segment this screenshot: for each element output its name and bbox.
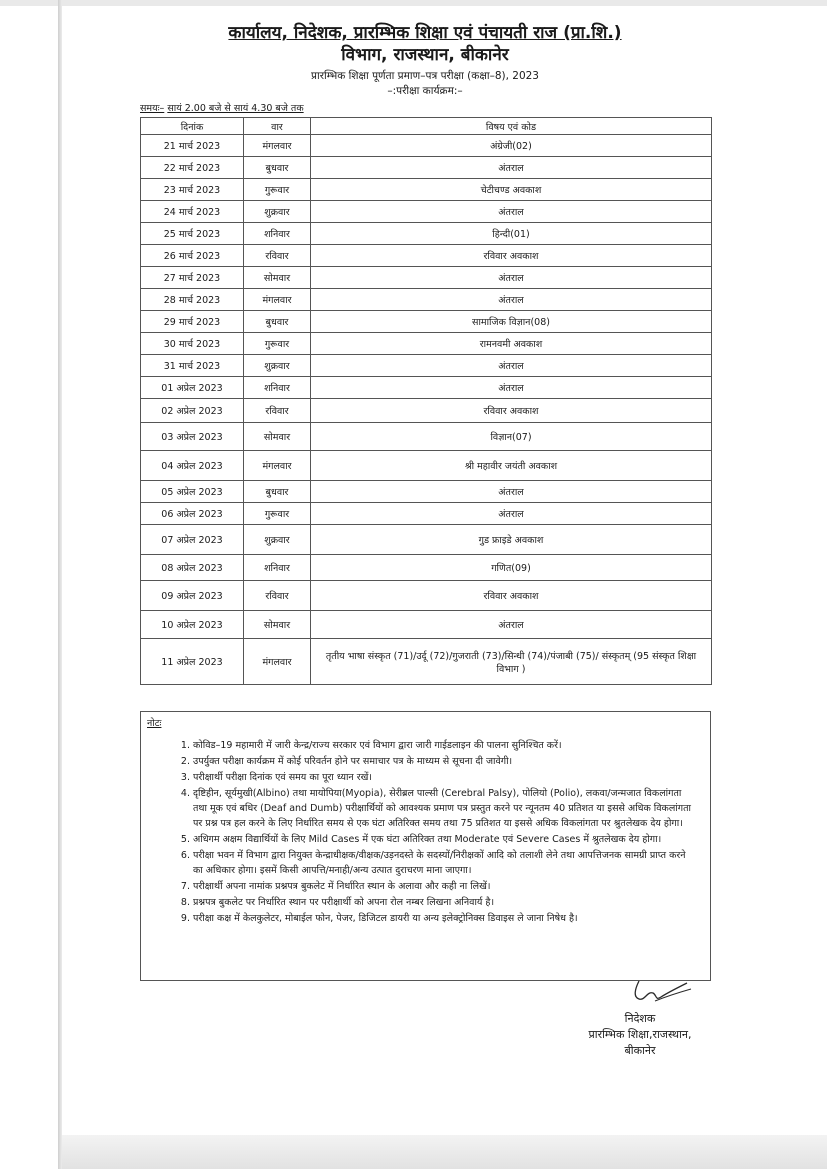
cell-subject: श्री महावीर जयंती अवकाश (311, 451, 712, 481)
table-row (141, 135, 712, 157)
cell-day: मंगलवार (244, 135, 311, 157)
table-row (141, 289, 712, 311)
cell-subject: रविवार अवकाश (311, 245, 712, 267)
cell-date: 31 मार्च 2023 (141, 355, 244, 377)
cell-day: सोमवार (244, 611, 311, 639)
note-item: 3. परीक्षार्थी परीक्षा दिनांक एवं समय का पूरा ध्यान रखें। (193, 770, 693, 785)
cell-day: बुधवार (244, 481, 311, 503)
table-row (141, 639, 712, 685)
table-row (141, 555, 712, 581)
cell-subject: चेटीचण्ड अवकाश (311, 179, 712, 201)
cell-day: मंगलवार (244, 451, 311, 481)
header-day: वार (244, 118, 311, 135)
scan-bottom-edge (62, 1135, 827, 1169)
cell-day: शनिवार (244, 555, 311, 581)
cell-date: 23 मार्च 2023 (141, 179, 244, 201)
header-subject: विषय एवं कोड (311, 118, 712, 135)
note-item: 2. उपर्युक्त परीक्षा कार्यक्रम में कोई परिवर्तन होने पर समाचार पत्र के माध्यम से सूचना दी जावेगी। (193, 754, 693, 769)
table-row (141, 377, 712, 399)
signatory-title: निदेशक (624, 1012, 656, 1025)
cell-subject: गणित(09) (311, 555, 712, 581)
cell-day: गुरूवार (244, 333, 311, 355)
cell-date: 02 अप्रेल 2023 (141, 399, 244, 423)
cell-day: शुक्रवार (244, 355, 311, 377)
table-body (141, 135, 712, 685)
cell-date: 10 अप्रेल 2023 (141, 611, 244, 639)
table-row (141, 157, 712, 179)
cell-date: 30 मार्च 2023 (141, 333, 244, 355)
cell-date: 21 मार्च 2023 (141, 135, 244, 157)
cell-day: शनिवार (244, 223, 311, 245)
handwritten-signature (625, 975, 695, 1007)
cell-date: 03 अप्रेल 2023 (141, 423, 244, 451)
cell-subject: रविवार अवकाश (311, 581, 712, 611)
cell-subject: अंग्रेजी(02) (311, 135, 712, 157)
table-row (141, 581, 712, 611)
table-header-row (141, 118, 712, 135)
table-row (141, 399, 712, 423)
table-row (141, 223, 712, 245)
office-title: कार्यालय, निदेशक, प्रारम्भिक शिक्षा एवं पंचायती राज (प्रा.शि.) (228, 23, 622, 43)
table-row (141, 611, 712, 639)
cell-subject: अंतराल (311, 355, 712, 377)
exam-timing (140, 101, 304, 114)
cell-subject: रविवार अवकाश (311, 399, 712, 423)
note-item: 4. दृष्टिहीन, सूर्यमुखी(Albino) तथा मायोपिया(Myopia), सेरीब्रल पाल्सी (Cerebral Palsy), पोलियो (Polio), लकवा/जन्मजात विकलांगता तथा मूक एवं बधिर (Deaf and Dumb) परीक्षार्थियों को आवश्यक प्रमाण पत्र प्रस्तुत करने पर न्यूनतम 40 प्रतिशत या इससे अधिक विकलांगता पर प्रश्न पत्र हल करने के लिए निर्धारित समय से एक घंटा अतिरिक्त समय तथा 75 प्रतिशत या इससे अधिक विकलांगता पर श्रुतलेखक देय होगा। (193, 786, 693, 831)
cell-day: बुधवार (244, 157, 311, 179)
cell-date: 01 अप्रेल 2023 (141, 377, 244, 399)
cell-date: 26 मार्च 2023 (141, 245, 244, 267)
cell-subject: अंतराल (311, 503, 712, 525)
cell-subject: गुड फ्राइडे अवकाश (311, 525, 712, 555)
cell-subject: अंतराल (311, 611, 712, 639)
cell-date: 06 अप्रेल 2023 (141, 503, 244, 525)
table-row (141, 267, 712, 289)
cell-subject: अंतराल (311, 157, 712, 179)
table-row (141, 333, 712, 355)
scan-top-edge (0, 0, 827, 6)
note-item: 7. परीक्षार्थी अपना नामांक प्रश्नपत्र बुकलेट में निर्धारित स्थान के अलावा और कही ना लिखें। (193, 879, 693, 894)
note-item: 6. परीक्षा भवन में विभाग द्वारा नियुक्त केन्द्राधीक्षक/वीक्षक/उड़नदस्ते के सदस्यों/निरीक्षकों आदि को तलाशी लेने तथा आपत्तिजनक सामग्री प्राप्त करने का अधिकार होगा। इसमें किसी आपत्ति/मनाही/अन्य उत्पात दुराचरण माना जाएगा। (193, 848, 693, 878)
cell-date: 27 मार्च 2023 (141, 267, 244, 289)
cell-date: 28 मार्च 2023 (141, 289, 244, 311)
timing-label: समयः– (140, 103, 165, 114)
cell-date: 08 अप्रेल 2023 (141, 555, 244, 581)
cell-day: रविवार (244, 581, 311, 611)
cell-subject: हिन्दी(01) (311, 223, 712, 245)
cell-day: बुधवार (244, 311, 311, 333)
cell-date: 09 अप्रेल 2023 (141, 581, 244, 611)
cell-subject: अंतराल (311, 481, 712, 503)
cell-subject: अंतराल (311, 201, 712, 223)
cell-date: 22 मार्च 2023 (141, 157, 244, 179)
cell-day: सोमवार (244, 423, 311, 451)
exam-title: प्रारम्भिक शिक्षा पूर्णता प्रमाण–पत्र परीक्षा (कक्षा–8), 2023 (311, 70, 539, 82)
cell-date: 07 अप्रेल 2023 (141, 525, 244, 555)
table-row (141, 481, 712, 503)
cell-subject: रामनवमी अवकाश (311, 333, 712, 355)
schedule-heading: –:परीक्षा कार्यक्रम:– (387, 85, 463, 97)
cell-day: सोमवार (244, 267, 311, 289)
cell-date: 11 अप्रेल 2023 (141, 639, 244, 685)
timing-value: सायं 2.00 बजे से सायं 4.30 बजे तक (167, 103, 304, 114)
note-item: 1. कोविड–19 महामारी में जारी केन्द्र/राज्य सरकार एवं विभाग द्वारा जारी गाईडलाइन की पालना सुनिश्चित करें। (193, 738, 693, 753)
table-row (141, 245, 712, 267)
notes-list (185, 738, 693, 927)
cell-date: 25 मार्च 2023 (141, 223, 244, 245)
table-row (141, 311, 712, 333)
cell-subject: अंतराल (311, 377, 712, 399)
table-row (141, 355, 712, 377)
cell-date: 24 मार्च 2023 (141, 201, 244, 223)
note-item: 8. प्रश्नपत्र बुकलेट पर निर्धारित स्थान पर परीक्षार्थी को अपना रोल नम्बर लिखना अनिवार्य है। (193, 895, 693, 910)
notes-box (140, 711, 711, 981)
cell-day: गुरूवार (244, 179, 311, 201)
cell-day: मंगलवार (244, 289, 311, 311)
cell-subject: सामाजिक विज्ञान(08) (311, 311, 712, 333)
table-row (141, 201, 712, 223)
signatory-city: बीकानेर (624, 1044, 656, 1057)
exam-schedule-table (140, 117, 712, 685)
header-date: दिनांक (141, 118, 244, 135)
cell-day: रविवार (244, 245, 311, 267)
note-item: 9. परीक्षा कक्ष में केलकुलेटर, मोबाईल फोन, पेजर, डिजिटल डायरी या अन्य इलेक्ट्रोनिक्स डिवाइस ले जाना निषेध है। (193, 911, 693, 926)
cell-subject: अंतराल (311, 267, 712, 289)
cell-day: शुक्रवार (244, 525, 311, 555)
cell-subject: अंतराल (311, 289, 712, 311)
cell-day: रविवार (244, 399, 311, 423)
signatory-department: प्रारम्भिक शिक्षा,राजस्थान, (588, 1028, 692, 1041)
note-item: 5. अधिगम अक्षम विद्यार्थियों के लिए Mild Cases में एक घंटा अतिरिक्त तथा Moderate एवं Severe Cases में श्रुतलेखक देय होगा। (193, 832, 693, 847)
table-row (141, 503, 712, 525)
table-row (141, 525, 712, 555)
notes-title: नोटः (147, 718, 162, 729)
cell-day: शुक्रवार (244, 201, 311, 223)
cell-day: मंगलवार (244, 639, 311, 685)
cell-subject: विज्ञान(07) (311, 423, 712, 451)
table-row (141, 451, 712, 481)
signature-block (560, 975, 720, 1059)
office-location: विभाग, राजस्थान, बीकानेर (341, 45, 509, 65)
cell-subject: तृतीय भाषा संस्कृत (71)/उर्दू (72)/गुजराती (73)/सिन्धी (74)/पंजाबी (75)/ संस्कृतम् (95 संस्कृत शिक्षा विभाग ) (311, 639, 712, 685)
cell-day: गुरूवार (244, 503, 311, 525)
scan-left-edge (58, 0, 62, 1169)
cell-date: 05 अप्रेल 2023 (141, 481, 244, 503)
cell-date: 29 मार्च 2023 (141, 311, 244, 333)
document-header (140, 22, 710, 98)
cell-day: शनिवार (244, 377, 311, 399)
table-row (141, 423, 712, 451)
table-row (141, 179, 712, 201)
cell-date: 04 अप्रेल 2023 (141, 451, 244, 481)
